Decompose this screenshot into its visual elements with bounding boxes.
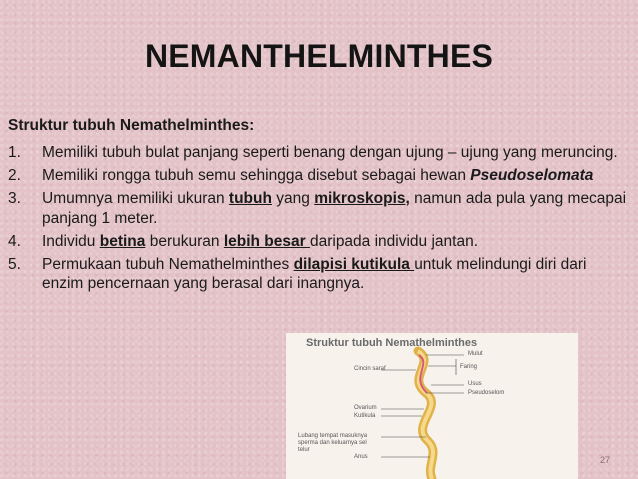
item-text: berukuran — [145, 232, 224, 250]
item-text: Memiliki tubuh bulat panjang seperti benang dengan ujung – ujung yang meruncing. — [42, 144, 618, 161]
item-emphasis: Pseudoselomata — [470, 167, 594, 184]
list-item — [8, 189, 630, 228]
item-keyword: tubuh — [228, 190, 272, 207]
item-keyword: lebih besar — [223, 232, 310, 250]
item-text: Individu — [42, 232, 100, 250]
item-number: 4. — [8, 232, 21, 250]
item-keyword: betina — [99, 232, 146, 250]
label-cincin-saraf: Cincin saraf — [354, 366, 386, 372]
item-text: Umumnya memiliki ukuran — [42, 190, 229, 207]
item-keyword: mikroskopis, — [314, 190, 410, 207]
label-kutikula: Kutikula — [354, 413, 376, 419]
worm-illustration — [286, 333, 578, 479]
item-number: 3. — [8, 190, 21, 207]
item-text: yang — [271, 190, 315, 207]
label-usus: Usus — [468, 381, 482, 387]
list-item — [8, 232, 630, 252]
item-number: 2. — [8, 167, 21, 184]
item-text: Memiliki rongga tubuh semu sehingga disebut sebagai hewan — [42, 167, 471, 184]
label-ovarium: Ovarium — [354, 405, 377, 411]
list-item — [8, 143, 630, 163]
item-text: untuk melindungi diri dari enzim pencernaan yang berasal dari inangnya. — [42, 255, 587, 292]
label-anus: Anus — [354, 454, 368, 460]
item-text: daripada individu jantan. — [309, 232, 479, 250]
item-number: 5. — [8, 255, 21, 273]
page-number: 27 — [599, 455, 610, 465]
item-keyword: dilapisi kutikula — [293, 255, 415, 273]
figure-title: Struktur tubuh Nemathelminthes — [306, 337, 478, 349]
worm-anatomy-figure — [286, 333, 578, 479]
item-number: 1. — [8, 144, 21, 161]
label-pseudoselom: Pseudoselom — [468, 390, 505, 396]
item-text: namun ada pula yang mecapai panjang 1 meter. — [42, 190, 627, 227]
label-faring: Faring — [460, 364, 478, 370]
slide-subtitle: Struktur tubuh Nemathelminthes: — [8, 117, 255, 134]
slide-title: NEMANTHELMINTHES — [144, 38, 494, 74]
list-item — [8, 255, 630, 294]
feature-list — [8, 143, 630, 297]
label-lubang: Lubang tempat masuknya sperma dan keluarnya sel telur — [298, 433, 368, 453]
item-text: Permukaan tubuh Nemathelminthes — [42, 255, 294, 273]
label-mulut: Mulut — [468, 351, 483, 357]
list-item — [8, 166, 630, 186]
